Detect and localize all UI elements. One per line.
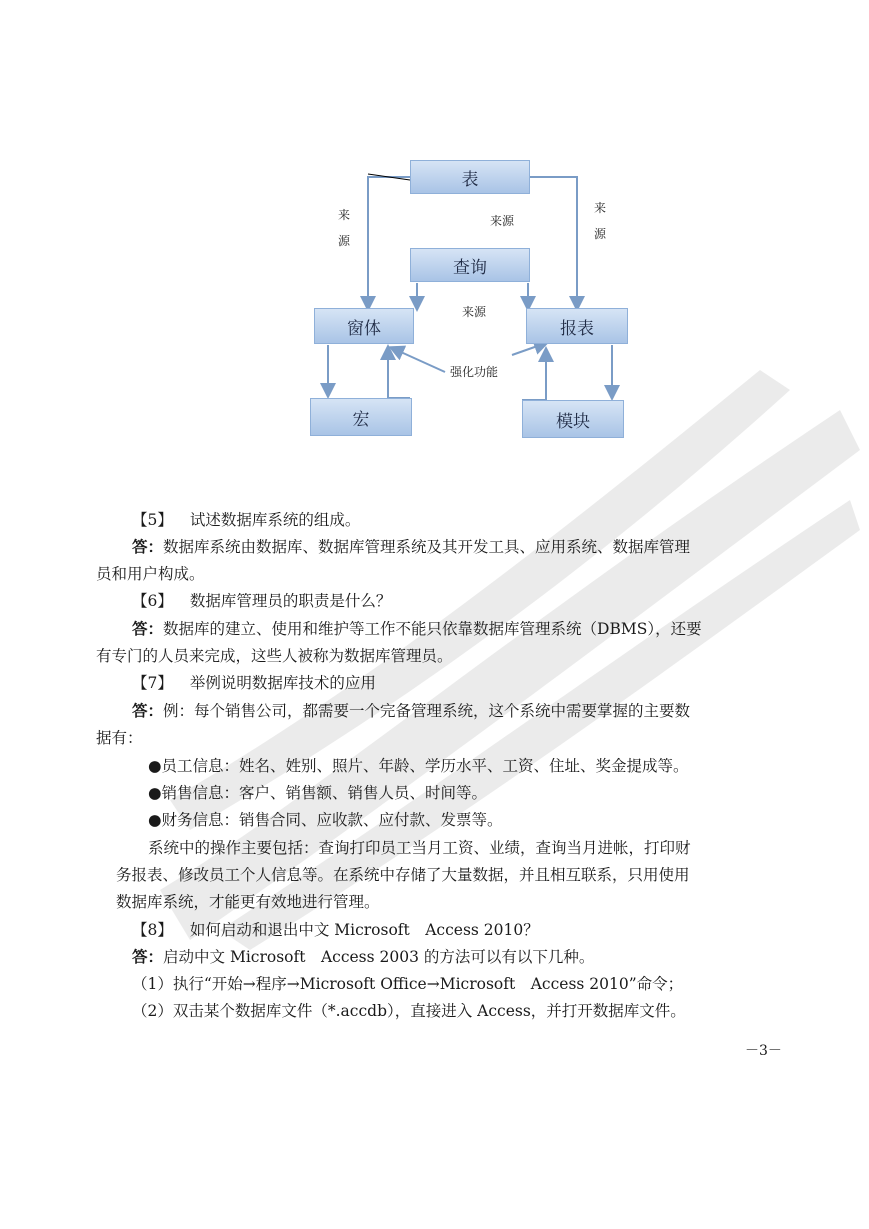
answer-text: 例：每个销售公司，都需要一个完备管理系统，这个系统中需要掌握的主要数 [163, 702, 691, 720]
answer-8-item2: （2）双击某个数据库文件（*.accdb），直接进入 Access，并打开数据库文件。 [132, 1002, 686, 1020]
question-text: 如何启动和退出中文 Microsoft Access 2010？ [189, 921, 539, 939]
answer-label: 答： [132, 701, 164, 720]
question-number: 【8】 [132, 921, 173, 939]
para-line3: 数据库系统，才能更有效地进行管理。 [116, 893, 380, 911]
answer-text: 数据库系统由数据库、数据库管理系统及其开发工具、应用系统、数据库管理 [163, 538, 691, 556]
question-number: 【7】 [132, 674, 173, 692]
para-line2: 务报表、修改员工个人信息等。在系统中存储了大量数据，并且相互联系，只用使用 [116, 866, 690, 884]
label-laiyuan-right: 来源 [593, 201, 606, 241]
label-laiyuan-mid-top: 来源 [490, 214, 515, 228]
answer-text: 数据库的建立、使用和维护等工作不能只依靠数据库管理系统（DBMS），还要 [163, 620, 702, 638]
label-qianghua: 强化功能 [450, 365, 499, 379]
answer-label: 答： [132, 537, 164, 556]
question-text: 举例说明数据库技术的应用 [189, 674, 376, 692]
question-5 [132, 508, 360, 532]
answer-text: 启动中文 Microsoft Access 2003 的方法可以有以下几种。 [163, 948, 595, 966]
answer-8-line1 [132, 945, 594, 969]
answer-5-line2: 员和用户构成。 [96, 565, 205, 583]
question-text: 试述数据库系统的组成。 [189, 511, 361, 529]
label-laiyuan-left: 来源 [337, 208, 350, 248]
answer-7-line1 [132, 699, 690, 723]
bullet-finance: ●财务信息：销售合同、应收款、应付款、发票等。 [148, 811, 503, 829]
page-number: －3－ [745, 1043, 782, 1059]
box-baobiao: 报表 [526, 308, 628, 344]
answer-6-line1 [132, 617, 702, 641]
answer-label: 答： [132, 947, 164, 966]
answer-label: 答： [132, 619, 164, 638]
question-8 [132, 918, 539, 942]
question-7 [132, 671, 376, 695]
question-number: 【5】 [132, 511, 173, 529]
answer-8-item1: （1）执行“开始→程序→Microsoft Office→Microsoft Access 2010”命令； [132, 975, 684, 993]
bullet-employee: ●员工信息：姓名、姓别、照片、年龄、学历水平、工资、住址、奖金提成等。 [148, 757, 689, 775]
answer-7-line2: 据有： [96, 729, 143, 747]
answer-5-line1 [132, 535, 690, 559]
box-hong: 宏 [310, 398, 412, 436]
para-line1: 系统中的操作主要包括：查询打印员工当月工资、业绩，查询当月进帐，打印财 [148, 839, 691, 857]
box-biao: 表 [410, 160, 530, 194]
label-laiyuan-mid: 来源 [462, 305, 487, 319]
question-6 [132, 589, 391, 613]
box-chaxun: 查询 [410, 248, 530, 282]
box-chuangti: 窗体 [314, 308, 414, 344]
box-mokuai: 模块 [522, 400, 624, 438]
bullet-sales: ●销售信息：客户、销售额、销售人员、时间等。 [148, 784, 488, 802]
question-number: 【6】 [132, 592, 173, 610]
answer-6-line2: 有专门的人员来完成，这些人被称为数据库管理员。 [96, 647, 453, 665]
question-text: 数据库管理员的职责是什么？ [189, 592, 392, 610]
relationship-diagram [300, 150, 660, 450]
